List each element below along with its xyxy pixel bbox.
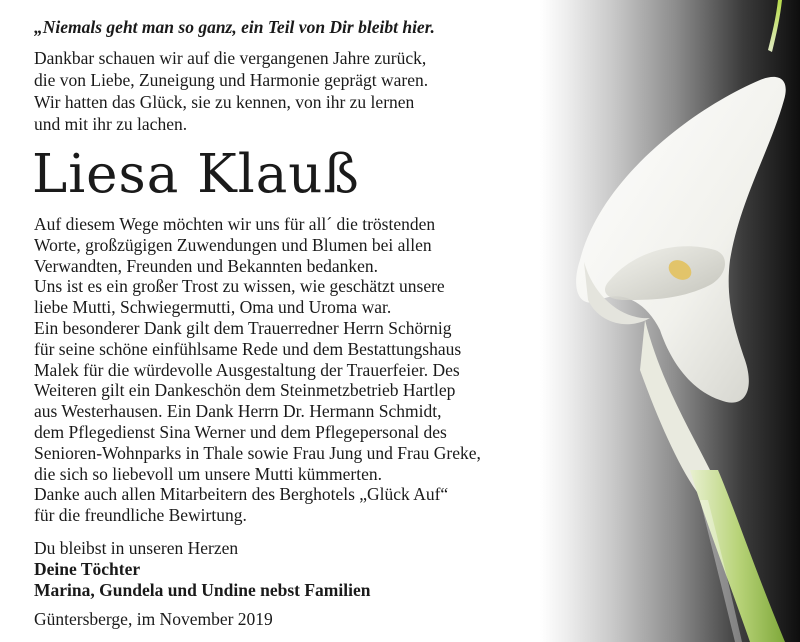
body-line: dem Pflegedienst Sina Werner und dem Pflegepersonal des [34,421,447,442]
body-line: Danke auch allen Mitarbeitern des Berghotels „Glück Auf“ [34,484,449,505]
body-line: Auf diesem Wege möchten wir uns für all´ die tröstenden [34,214,436,234]
intro-paragraph [34,47,534,135]
body-line: für die freundliche Bewirtung. [34,505,247,526]
body-line: aus Westerhausen. Ein Dank Herrn Dr. Hermann Schmidt, [34,401,442,422]
deceased-name: Liesa Klauß [32,144,360,205]
intro-line: Wir hatten das Glück, sie zu kennen, von ihr zu lernen [34,92,415,112]
motto-quote: „Niemals geht man so ganz, ein Teil von Dir bleibt hier. [34,17,435,37]
body-line: Senioren-Wohnparks in Thale sowie Frau Jung und Frau Greke, [34,442,481,463]
body-line: Verwandten, Freunden und Bekannten bedanken. [34,255,379,276]
intro-line: Dankbar schauen wir auf die vergangenen Jahre zurück, [34,48,427,68]
body-line: für seine schöne einfühlsame Rede und dem Bestattungshaus [34,338,462,359]
calla-lily-image [540,0,800,642]
intro-line: und mit ihr zu lachen. [34,114,188,134]
signature-relation: Deine Töchter [34,558,141,579]
body-line: Malek für die würdevolle Ausgestaltung der Trauerfeier. Des [34,359,460,380]
place-and-date: Güntersberge, im November 2019 [34,609,273,629]
calla-lily-illustration [540,0,800,642]
signature-names: Marina, Gundela und Undine nebst Familien [34,579,371,600]
closing-line: Du bleibst in unseren Herzen [34,538,239,558]
body-line: Weiteren gilt ein Dankeschön dem Steinmetzbetrieb Hartlep [34,380,456,401]
thanks-paragraph [34,214,534,526]
body-line: Worte, großzügigen Zuwendungen und Blumen bei allen [34,234,432,255]
body-line: Uns ist es ein großer Trost zu wissen, wie geschätzt unsere [34,276,445,297]
intro-line: die von Liebe, Zuneigung und Harmonie geprägt waren. [34,70,429,90]
closing-signature [34,538,534,600]
body-line: die sich so liebevoll um unsere Mutti kümmerten. [34,463,382,484]
body-line: Ein besonderer Dank gilt dem Trauerredner Herrn Schörnig [34,317,452,338]
body-line: liebe Mutti, Schwiegermutti, Oma und Uroma war. [34,297,392,318]
